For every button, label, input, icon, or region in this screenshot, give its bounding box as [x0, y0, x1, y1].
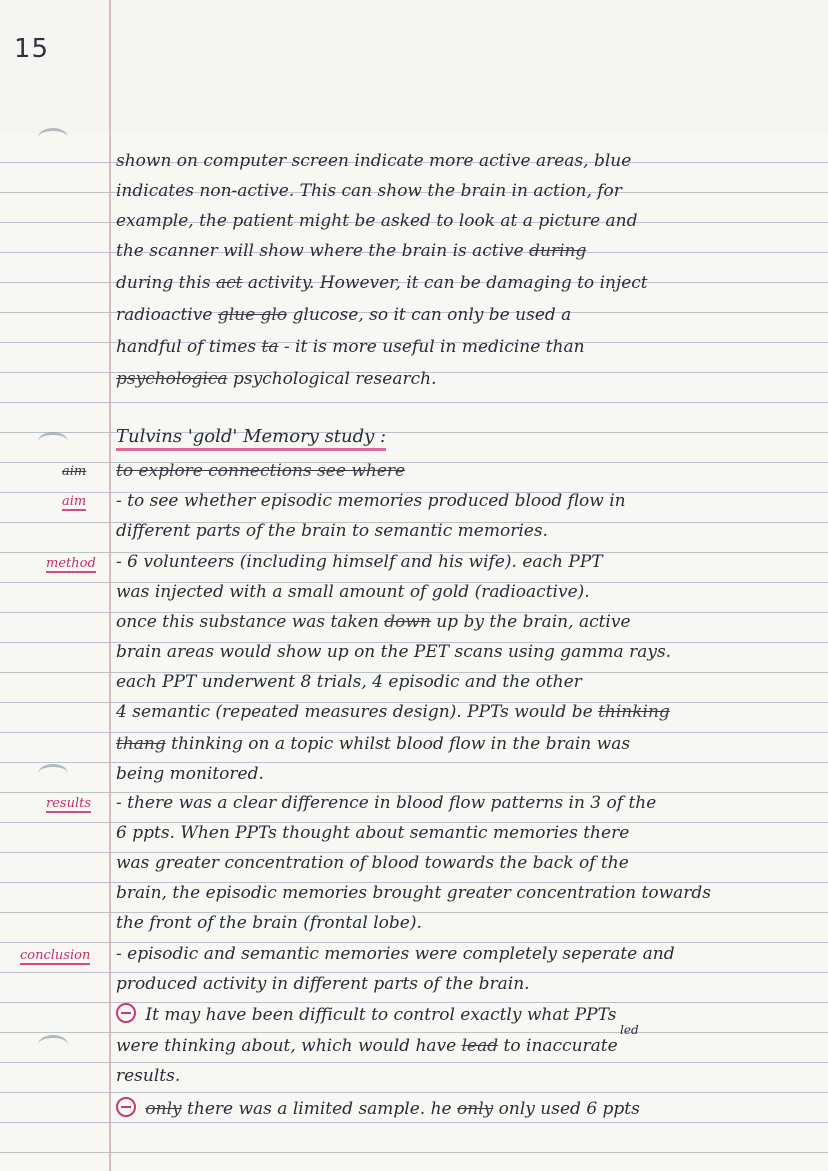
page-number: 15 — [14, 34, 50, 64]
crossed-out-word: thinking — [598, 702, 670, 722]
crossed-out-word: glue glo — [217, 305, 288, 325]
paragraph-text: psychological research. — [232, 369, 437, 389]
crossed-out-word: lead — [461, 1036, 499, 1056]
aim-label — [62, 494, 86, 509]
evaluation-text: there was a limited sample. he — [187, 1099, 452, 1119]
method-text: 4 semantic (repeated measures design). PPTs would be — [116, 702, 593, 722]
paragraph-text: handful of times — [116, 337, 257, 357]
method-line-3 — [116, 611, 816, 633]
conclusion-line-2: produced activity in different parts of the brain. — [116, 974, 530, 994]
results-line-1: - there was a clear difference in blood flow patterns in 3 of the — [116, 793, 657, 813]
crossed-out-aim-label: aim — [62, 464, 87, 479]
method-text: up by the brain, active — [436, 612, 631, 632]
paragraph-line-2: indicates non-active. This can show the brain in action, for — [116, 181, 622, 201]
crossed-out-word: psychologica — [116, 369, 228, 389]
crossed-out-word: down — [384, 612, 431, 632]
crossed-out-word: act — [215, 273, 243, 293]
paragraph-line-3: example, the patient might be asked to look at a picture and — [116, 211, 638, 231]
paragraph-line-4 — [116, 240, 816, 262]
evaluation-line-3: results. — [116, 1066, 181, 1086]
page-top-band — [0, 0, 828, 133]
method-line-8: being monitored. — [116, 764, 264, 784]
paragraph-line-6 — [116, 304, 816, 326]
inserted-correction: led — [620, 1023, 639, 1037]
crossed-out-word: only — [457, 1099, 494, 1119]
punch-hole-4 — [38, 1035, 68, 1054]
conclusion-line-1: - episodic and semantic memories were completely seperate and — [116, 944, 675, 964]
conclusion-label — [20, 948, 90, 963]
results-label — [46, 796, 91, 811]
minus-circle-icon — [116, 1097, 136, 1117]
paragraph-text: the scanner will show where the brain is active — [116, 241, 524, 261]
paragraph-text: - it is more useful in medicine than — [283, 337, 585, 357]
evaluation-text: to inaccurate — [503, 1036, 618, 1056]
conclusion-label-text: conclusion — [20, 948, 91, 963]
crossed-out-line: to explore connections see where — [116, 461, 406, 481]
results-line-4: brain, the episodic memories brought greater concentration towards — [116, 883, 712, 903]
evaluation-line-4 — [116, 1097, 816, 1120]
paragraph-line-7 — [116, 336, 816, 358]
results-line-2: 6 ppts. When PPTs thought about semantic memories there — [116, 823, 630, 843]
study-heading: Tulvins 'gold' Memory study : — [116, 426, 386, 451]
paragraph-text: glucose, so it can only be used a — [292, 305, 572, 325]
crossed-out-word: only — [145, 1099, 182, 1119]
punch-hole-1 — [38, 128, 68, 147]
paragraph-text: during this — [116, 273, 211, 293]
evaluation-line-1 — [116, 1003, 816, 1026]
paragraph-line-8 — [116, 368, 816, 390]
crossed-out-word: thang — [116, 734, 166, 754]
evaluation-text: only used 6 ppts — [498, 1099, 640, 1119]
results-line-5: the front of the brain (frontal lobe). — [116, 913, 422, 933]
evaluation-text: It may have been difficult to control exactly what PPTs — [145, 1005, 617, 1025]
crossed-out-word: ta — [261, 337, 279, 357]
paragraph-line-1: shown on computer screen indicate more active areas, blue — [116, 151, 632, 171]
method-line-4: brain areas would show up on the PET scans using gamma rays. — [116, 642, 672, 662]
method-text: once this substance was taken — [116, 612, 379, 632]
results-line-3: was greater concentration of blood towards the back of the — [116, 853, 629, 873]
paragraph-text: activity. However, it can be damaging to inject — [247, 273, 648, 293]
paragraph-line-5 — [116, 272, 816, 294]
evaluation-line-2 — [116, 1035, 816, 1057]
punch-hole-3 — [38, 764, 68, 783]
method-line-7 — [116, 733, 816, 755]
method-label — [46, 556, 96, 571]
minus-circle-icon — [116, 1003, 136, 1023]
crossed-out-word: during — [529, 241, 587, 261]
punch-hole-2 — [38, 432, 68, 451]
margin-line — [109, 0, 111, 1171]
method-label-text: method — [46, 556, 96, 571]
aim-line-2: different parts of the brain to semantic memories. — [116, 521, 548, 541]
method-line-6 — [116, 701, 816, 723]
results-label-text: results — [46, 796, 92, 811]
method-text: thinking on a topic whilst blood flow in the brain was — [171, 734, 631, 754]
method-line-2: was injected with a small amount of gold (radioactive). — [116, 582, 590, 602]
method-line-1: - 6 volunteers (including himself and his wife). each PPT — [116, 552, 603, 572]
method-line-5: each PPT underwent 8 trials, 4 episodic and the other — [116, 672, 582, 692]
evaluation-text: were thinking about, which would have — [116, 1036, 457, 1056]
aim-line-1: - to see whether episodic memories produced blood flow in — [116, 491, 626, 511]
aim-label-text: aim — [62, 494, 87, 509]
paragraph-text: radioactive — [116, 305, 213, 325]
